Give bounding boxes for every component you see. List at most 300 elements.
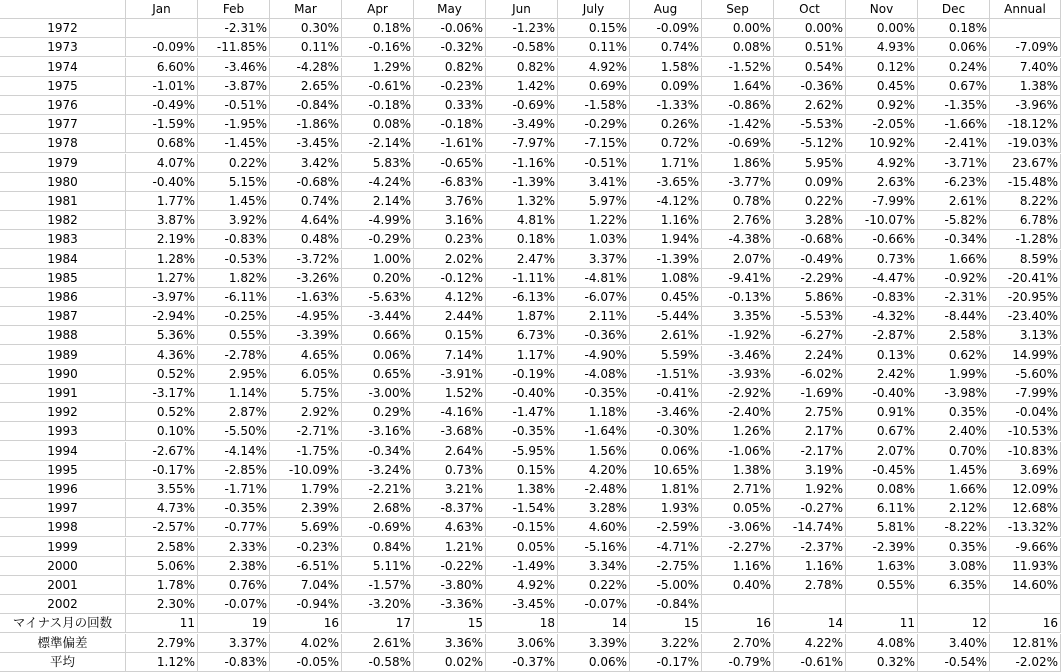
month-cell[interactable]: 2.95% — [198, 365, 270, 384]
annual-cell[interactable]: -13.32% — [990, 518, 1061, 537]
month-cell[interactable]: 4.92% — [486, 576, 558, 595]
month-cell[interactable]: 16 — [270, 614, 342, 633]
month-cell[interactable]: 2.14% — [342, 192, 414, 211]
month-cell[interactable]: 0.13% — [846, 346, 918, 365]
month-cell[interactable]: -0.84% — [630, 595, 702, 614]
month-cell[interactable]: -1.52% — [702, 58, 774, 77]
month-cell[interactable]: -0.69% — [702, 134, 774, 153]
month-cell[interactable]: -6.27% — [774, 326, 846, 345]
month-cell[interactable]: 11 — [846, 614, 918, 633]
month-cell[interactable]: 0.24% — [918, 58, 990, 77]
annual-cell[interactable]: -7.99% — [990, 384, 1061, 403]
month-cell[interactable]: -5.63% — [342, 288, 414, 307]
month-cell[interactable]: 1.08% — [630, 269, 702, 288]
month-cell[interactable]: -1.47% — [486, 403, 558, 422]
month-cell[interactable]: 0.08% — [702, 38, 774, 57]
month-cell[interactable]: -6.11% — [198, 288, 270, 307]
month-cell[interactable]: -2.59% — [630, 518, 702, 537]
month-cell[interactable]: 5.97% — [558, 192, 630, 211]
month-cell[interactable]: 6.05% — [270, 365, 342, 384]
year-cell[interactable]: 1998 — [0, 518, 126, 537]
month-cell[interactable]: 0.32% — [846, 653, 918, 672]
month-cell[interactable]: -0.37% — [486, 653, 558, 672]
month-cell[interactable]: 4.60% — [558, 518, 630, 537]
annual-cell[interactable]: -9.66% — [990, 538, 1061, 557]
month-cell[interactable]: -3.98% — [918, 384, 990, 403]
month-cell[interactable]: -1.16% — [486, 154, 558, 173]
month-cell[interactable]: -5.95% — [486, 442, 558, 461]
annual-cell[interactable]: -7.09% — [990, 38, 1061, 57]
month-cell[interactable]: 3.41% — [558, 173, 630, 192]
month-cell[interactable]: -0.61% — [774, 653, 846, 672]
month-cell[interactable]: -2.05% — [846, 115, 918, 134]
month-cell[interactable]: -5.16% — [558, 538, 630, 557]
month-cell[interactable]: 0.06% — [630, 442, 702, 461]
month-cell[interactable]: 1.22% — [558, 211, 630, 230]
month-cell[interactable]: 2.62% — [774, 96, 846, 115]
month-cell[interactable]: 5.83% — [342, 154, 414, 173]
month-cell[interactable]: 5.59% — [630, 346, 702, 365]
month-cell[interactable]: 15 — [630, 614, 702, 633]
month-cell[interactable]: 2.12% — [918, 499, 990, 518]
annual-cell[interactable]: -23.40% — [990, 307, 1061, 326]
month-cell[interactable]: -0.53% — [198, 250, 270, 269]
month-cell[interactable]: -8.22% — [918, 518, 990, 537]
year-cell[interactable]: 1992 — [0, 403, 126, 422]
month-cell[interactable]: -1.57% — [342, 576, 414, 595]
annual-cell[interactable]: -2.02% — [990, 653, 1061, 672]
month-cell[interactable]: 2.75% — [774, 403, 846, 422]
year-cell[interactable]: 2000 — [0, 557, 126, 576]
month-cell[interactable]: 1.71% — [630, 154, 702, 173]
month-cell[interactable]: 3.28% — [774, 211, 846, 230]
month-cell[interactable]: 0.11% — [558, 38, 630, 57]
month-cell[interactable]: -3.65% — [630, 173, 702, 192]
month-cell[interactable]: -1.42% — [702, 115, 774, 134]
month-cell[interactable]: -0.92% — [918, 269, 990, 288]
month-cell[interactable]: 0.84% — [342, 538, 414, 557]
month-cell[interactable]: 5.11% — [342, 557, 414, 576]
month-cell[interactable]: -0.40% — [126, 173, 198, 192]
month-cell[interactable]: -0.83% — [198, 230, 270, 249]
month-cell[interactable]: -0.68% — [270, 173, 342, 192]
month-cell[interactable]: -1.75% — [270, 442, 342, 461]
month-cell[interactable]: 0.55% — [198, 326, 270, 345]
month-cell[interactable]: 0.40% — [702, 576, 774, 595]
month-cell[interactable]: -0.06% — [414, 19, 486, 38]
month-cell[interactable]: 0.67% — [918, 77, 990, 96]
month-cell[interactable]: 2.39% — [270, 499, 342, 518]
month-cell[interactable]: -3.06% — [702, 518, 774, 537]
month-cell[interactable]: 1.81% — [630, 480, 702, 499]
month-cell[interactable]: -0.30% — [630, 422, 702, 441]
column-header[interactable]: Jun — [486, 0, 558, 19]
month-cell[interactable]: -0.05% — [270, 653, 342, 672]
month-cell[interactable]: 0.52% — [126, 403, 198, 422]
month-cell[interactable]: -0.27% — [774, 499, 846, 518]
month-cell[interactable]: -1.39% — [486, 173, 558, 192]
annual-cell[interactable]: 8.22% — [990, 192, 1061, 211]
month-cell[interactable]: -3.77% — [702, 173, 774, 192]
month-cell[interactable]: -6.07% — [558, 288, 630, 307]
month-cell[interactable]: 3.55% — [126, 480, 198, 499]
annual-cell[interactable]: 12.81% — [990, 634, 1061, 653]
year-cell[interactable]: 1997 — [0, 499, 126, 518]
month-cell[interactable]: 19 — [198, 614, 270, 633]
month-cell[interactable]: 6.35% — [918, 576, 990, 595]
month-cell[interactable]: -0.36% — [774, 77, 846, 96]
month-cell[interactable]: 0.35% — [918, 403, 990, 422]
month-cell[interactable]: 11 — [126, 614, 198, 633]
month-cell[interactable]: 1.63% — [846, 557, 918, 576]
month-cell[interactable] — [918, 595, 990, 614]
month-cell[interactable]: 2.44% — [414, 307, 486, 326]
month-cell[interactable]: 4.81% — [486, 211, 558, 230]
column-header[interactable]: Aug — [630, 0, 702, 19]
month-cell[interactable]: 3.34% — [558, 557, 630, 576]
month-cell[interactable]: -0.45% — [846, 461, 918, 480]
month-cell[interactable]: -0.77% — [198, 518, 270, 537]
month-cell[interactable]: 3.42% — [270, 154, 342, 173]
year-cell[interactable]: 1984 — [0, 250, 126, 269]
month-cell[interactable]: 0.92% — [846, 96, 918, 115]
month-cell[interactable]: 0.67% — [846, 422, 918, 441]
annual-cell[interactable]: -20.95% — [990, 288, 1061, 307]
month-cell[interactable]: 1.28% — [126, 250, 198, 269]
month-cell[interactable]: -0.29% — [558, 115, 630, 134]
month-cell[interactable]: 0.23% — [414, 230, 486, 249]
month-cell[interactable]: 0.02% — [414, 653, 486, 672]
month-cell[interactable]: 0.09% — [630, 77, 702, 96]
month-cell[interactable]: 1.93% — [630, 499, 702, 518]
month-cell[interactable]: 0.08% — [846, 480, 918, 499]
month-cell[interactable]: 0.18% — [342, 19, 414, 38]
month-cell[interactable]: 7.14% — [414, 346, 486, 365]
month-cell[interactable]: -1.01% — [126, 77, 198, 96]
month-cell[interactable]: -6.23% — [918, 173, 990, 192]
month-cell[interactable]: -7.97% — [486, 134, 558, 153]
month-cell[interactable]: 0.82% — [486, 58, 558, 77]
month-cell[interactable]: 0.45% — [630, 288, 702, 307]
month-cell[interactable]: -0.35% — [558, 384, 630, 403]
year-cell[interactable]: 1978 — [0, 134, 126, 153]
year-cell[interactable]: 2002 — [0, 595, 126, 614]
month-cell[interactable]: -2.87% — [846, 326, 918, 345]
annual-cell[interactable]: 12.09% — [990, 480, 1061, 499]
month-cell[interactable]: -4.47% — [846, 269, 918, 288]
annual-cell[interactable]: 3.69% — [990, 461, 1061, 480]
column-header[interactable]: Mar — [270, 0, 342, 19]
month-cell[interactable]: 0.05% — [486, 538, 558, 557]
month-cell[interactable]: 14 — [558, 614, 630, 633]
column-header[interactable]: Annual — [990, 0, 1061, 19]
month-cell[interactable]: -2.75% — [630, 557, 702, 576]
month-cell[interactable]: -0.09% — [630, 19, 702, 38]
month-cell[interactable]: -0.86% — [702, 96, 774, 115]
month-cell[interactable]: -0.29% — [342, 230, 414, 249]
month-cell[interactable]: 0.15% — [414, 326, 486, 345]
column-header[interactable]: May — [414, 0, 486, 19]
month-cell[interactable]: -1.45% — [198, 134, 270, 153]
month-cell[interactable] — [846, 595, 918, 614]
year-cell[interactable]: 1991 — [0, 384, 126, 403]
month-cell[interactable]: -0.23% — [270, 538, 342, 557]
summary-label[interactable]: 標準偏差 — [0, 634, 126, 653]
month-cell[interactable]: 3.37% — [558, 250, 630, 269]
month-cell[interactable]: 5.06% — [126, 557, 198, 576]
month-cell[interactable]: -4.14% — [198, 442, 270, 461]
corner-cell[interactable] — [0, 0, 126, 19]
year-cell[interactable]: 1979 — [0, 154, 126, 173]
month-cell[interactable]: 2.58% — [126, 538, 198, 557]
month-cell[interactable]: 3.36% — [414, 634, 486, 653]
month-cell[interactable]: 1.17% — [486, 346, 558, 365]
month-cell[interactable]: -5.53% — [774, 115, 846, 134]
month-cell[interactable]: 0.26% — [630, 115, 702, 134]
month-cell[interactable]: 0.08% — [342, 115, 414, 134]
month-cell[interactable]: -2.41% — [918, 134, 990, 153]
column-header[interactable]: Feb — [198, 0, 270, 19]
month-cell[interactable]: -8.44% — [918, 307, 990, 326]
month-cell[interactable]: 3.37% — [198, 634, 270, 653]
month-cell[interactable]: -1.95% — [198, 115, 270, 134]
month-cell[interactable]: -2.57% — [126, 518, 198, 537]
annual-cell[interactable] — [990, 595, 1061, 614]
year-cell[interactable]: 1996 — [0, 480, 126, 499]
month-cell[interactable]: -14.74% — [774, 518, 846, 537]
year-cell[interactable]: 1982 — [0, 211, 126, 230]
month-cell[interactable]: 1.52% — [414, 384, 486, 403]
month-cell[interactable]: -3.91% — [414, 365, 486, 384]
month-cell[interactable]: -1.92% — [702, 326, 774, 345]
month-cell[interactable]: -2.94% — [126, 307, 198, 326]
month-cell[interactable]: 4.73% — [126, 499, 198, 518]
month-cell[interactable]: 1.00% — [342, 250, 414, 269]
month-cell[interactable]: -0.68% — [774, 230, 846, 249]
annual-cell[interactable]: -10.83% — [990, 442, 1061, 461]
month-cell[interactable]: 0.74% — [630, 38, 702, 57]
month-cell[interactable]: -0.09% — [126, 38, 198, 57]
month-cell[interactable]: 3.40% — [918, 634, 990, 653]
month-cell[interactable]: 15 — [414, 614, 486, 633]
month-cell[interactable]: 1.45% — [918, 461, 990, 480]
month-cell[interactable]: -2.31% — [198, 19, 270, 38]
month-cell[interactable]: 0.82% — [414, 58, 486, 77]
month-cell[interactable]: -3.36% — [414, 595, 486, 614]
year-cell[interactable]: 1988 — [0, 326, 126, 345]
month-cell[interactable]: -0.07% — [558, 595, 630, 614]
annual-cell[interactable]: 7.40% — [990, 58, 1061, 77]
month-cell[interactable]: 0.51% — [774, 38, 846, 57]
month-cell[interactable]: 1.78% — [126, 576, 198, 595]
month-cell[interactable]: -0.69% — [342, 518, 414, 537]
month-cell[interactable]: 0.33% — [414, 96, 486, 115]
month-cell[interactable]: -1.69% — [774, 384, 846, 403]
month-cell[interactable]: -4.71% — [630, 538, 702, 557]
month-cell[interactable]: -4.99% — [342, 211, 414, 230]
month-cell[interactable]: -8.37% — [414, 499, 486, 518]
month-cell[interactable]: 5.95% — [774, 154, 846, 173]
month-cell[interactable]: 0.09% — [774, 173, 846, 192]
month-cell[interactable]: -10.09% — [270, 461, 342, 480]
month-cell[interactable]: 10.92% — [846, 134, 918, 153]
month-cell[interactable]: -4.90% — [558, 346, 630, 365]
month-cell[interactable]: -4.28% — [270, 58, 342, 77]
column-header[interactable]: Jan — [126, 0, 198, 19]
month-cell[interactable]: -0.23% — [414, 77, 486, 96]
month-cell[interactable]: -4.32% — [846, 307, 918, 326]
month-cell[interactable]: -9.41% — [702, 269, 774, 288]
month-cell[interactable]: 1.42% — [486, 77, 558, 96]
year-cell[interactable]: 1987 — [0, 307, 126, 326]
month-cell[interactable]: 0.35% — [918, 538, 990, 557]
annual-cell[interactable]: -10.53% — [990, 422, 1061, 441]
month-cell[interactable]: -2.27% — [702, 538, 774, 557]
month-cell[interactable]: 3.87% — [126, 211, 198, 230]
month-cell[interactable]: 0.55% — [846, 576, 918, 595]
month-cell[interactable]: 18 — [486, 614, 558, 633]
month-cell[interactable]: -0.17% — [630, 653, 702, 672]
month-cell[interactable]: 3.35% — [702, 307, 774, 326]
month-cell[interactable]: 0.45% — [846, 77, 918, 96]
month-cell[interactable]: -3.00% — [342, 384, 414, 403]
month-cell[interactable]: 5.36% — [126, 326, 198, 345]
month-cell[interactable]: -1.35% — [918, 96, 990, 115]
month-cell[interactable]: -0.15% — [486, 518, 558, 537]
month-cell[interactable]: -2.14% — [342, 134, 414, 153]
month-cell[interactable]: -0.83% — [198, 653, 270, 672]
column-header[interactable]: Oct — [774, 0, 846, 19]
month-cell[interactable]: 2.78% — [774, 576, 846, 595]
annual-cell[interactable]: 14.99% — [990, 346, 1061, 365]
month-cell[interactable]: -2.39% — [846, 538, 918, 557]
month-cell[interactable]: 1.66% — [918, 480, 990, 499]
month-cell[interactable]: 2.30% — [126, 595, 198, 614]
month-cell[interactable]: -0.66% — [846, 230, 918, 249]
month-cell[interactable]: -1.66% — [918, 115, 990, 134]
month-cell[interactable]: -3.45% — [270, 134, 342, 153]
month-cell[interactable]: 1.16% — [630, 211, 702, 230]
month-cell[interactable]: 14 — [774, 614, 846, 633]
month-cell[interactable]: 0.00% — [702, 19, 774, 38]
month-cell[interactable]: 3.16% — [414, 211, 486, 230]
month-cell[interactable]: -2.67% — [126, 442, 198, 461]
annual-cell[interactable]: -0.04% — [990, 403, 1061, 422]
month-cell[interactable]: -0.94% — [270, 595, 342, 614]
month-cell[interactable]: 1.64% — [702, 77, 774, 96]
month-cell[interactable]: 4.92% — [558, 58, 630, 77]
month-cell[interactable]: 0.74% — [270, 192, 342, 211]
month-cell[interactable]: 1.77% — [126, 192, 198, 211]
year-cell[interactable]: 1994 — [0, 442, 126, 461]
month-cell[interactable]: -3.49% — [486, 115, 558, 134]
month-cell[interactable]: -0.83% — [846, 288, 918, 307]
month-cell[interactable]: -3.20% — [342, 595, 414, 614]
month-cell[interactable]: -1.63% — [270, 288, 342, 307]
month-cell[interactable]: -0.17% — [126, 461, 198, 480]
month-cell[interactable]: 1.92% — [774, 480, 846, 499]
month-cell[interactable]: -4.38% — [702, 230, 774, 249]
month-cell[interactable]: 6.60% — [126, 58, 198, 77]
month-cell[interactable]: -5.12% — [774, 134, 846, 153]
month-cell[interactable]: -0.58% — [342, 653, 414, 672]
month-cell[interactable]: -1.61% — [414, 134, 486, 153]
month-cell[interactable]: -0.51% — [558, 154, 630, 173]
month-cell[interactable]: -0.12% — [414, 269, 486, 288]
month-cell[interactable]: 4.20% — [558, 461, 630, 480]
month-cell[interactable]: 5.75% — [270, 384, 342, 403]
month-cell[interactable]: -3.39% — [270, 326, 342, 345]
year-cell[interactable]: 1990 — [0, 365, 126, 384]
year-cell[interactable]: 1993 — [0, 422, 126, 441]
annual-cell[interactable]: -20.41% — [990, 269, 1061, 288]
month-cell[interactable]: -2.31% — [918, 288, 990, 307]
month-cell[interactable]: -5.44% — [630, 307, 702, 326]
month-cell[interactable]: -0.34% — [342, 442, 414, 461]
month-cell[interactable]: 4.65% — [270, 346, 342, 365]
month-cell[interactable]: 4.08% — [846, 634, 918, 653]
month-cell[interactable]: 0.00% — [774, 19, 846, 38]
month-cell[interactable]: 0.78% — [702, 192, 774, 211]
month-cell[interactable]: -0.65% — [414, 154, 486, 173]
month-cell[interactable]: 0.29% — [342, 403, 414, 422]
month-cell[interactable]: 3.21% — [414, 480, 486, 499]
month-cell[interactable]: -3.17% — [126, 384, 198, 403]
year-cell[interactable]: 1999 — [0, 538, 126, 557]
month-cell[interactable]: 2.17% — [774, 422, 846, 441]
annual-cell[interactable] — [990, 19, 1061, 38]
month-cell[interactable]: 4.02% — [270, 634, 342, 653]
month-cell[interactable]: 1.26% — [702, 422, 774, 441]
month-cell[interactable]: 2.02% — [414, 250, 486, 269]
month-cell[interactable]: 2.79% — [126, 634, 198, 653]
month-cell[interactable]: 2.42% — [846, 365, 918, 384]
month-cell[interactable]: 2.07% — [702, 250, 774, 269]
month-cell[interactable]: -0.49% — [774, 250, 846, 269]
month-cell[interactable]: 0.68% — [126, 134, 198, 153]
month-cell[interactable]: 0.10% — [126, 422, 198, 441]
month-cell[interactable]: 1.66% — [918, 250, 990, 269]
year-cell[interactable]: 1981 — [0, 192, 126, 211]
month-cell[interactable]: -5.50% — [198, 422, 270, 441]
month-cell[interactable]: -6.83% — [414, 173, 486, 192]
year-cell[interactable]: 1973 — [0, 38, 126, 57]
month-cell[interactable]: 2.71% — [702, 480, 774, 499]
month-cell[interactable]: 2.07% — [846, 442, 918, 461]
month-cell[interactable]: 0.66% — [342, 326, 414, 345]
month-cell[interactable]: 0.06% — [342, 346, 414, 365]
annual-cell[interactable]: -1.28% — [990, 230, 1061, 249]
month-cell[interactable]: -10.07% — [846, 211, 918, 230]
year-cell[interactable]: 1974 — [0, 58, 126, 77]
month-cell[interactable]: -3.72% — [270, 250, 342, 269]
month-cell[interactable]: -0.36% — [558, 326, 630, 345]
month-cell[interactable]: -2.37% — [774, 538, 846, 557]
month-cell[interactable]: -0.58% — [486, 38, 558, 57]
month-cell[interactable] — [702, 595, 774, 614]
annual-cell[interactable]: -3.96% — [990, 96, 1061, 115]
month-cell[interactable]: 1.82% — [198, 269, 270, 288]
month-cell[interactable]: -1.33% — [630, 96, 702, 115]
month-cell[interactable]: 3.19% — [774, 461, 846, 480]
month-cell[interactable]: 0.18% — [486, 230, 558, 249]
month-cell[interactable]: 0.62% — [918, 346, 990, 365]
year-cell[interactable]: 1989 — [0, 346, 126, 365]
year-cell[interactable]: 1972 — [0, 19, 126, 38]
month-cell[interactable]: -3.46% — [702, 346, 774, 365]
month-cell[interactable]: 2.58% — [918, 326, 990, 345]
month-cell[interactable]: -0.61% — [342, 77, 414, 96]
